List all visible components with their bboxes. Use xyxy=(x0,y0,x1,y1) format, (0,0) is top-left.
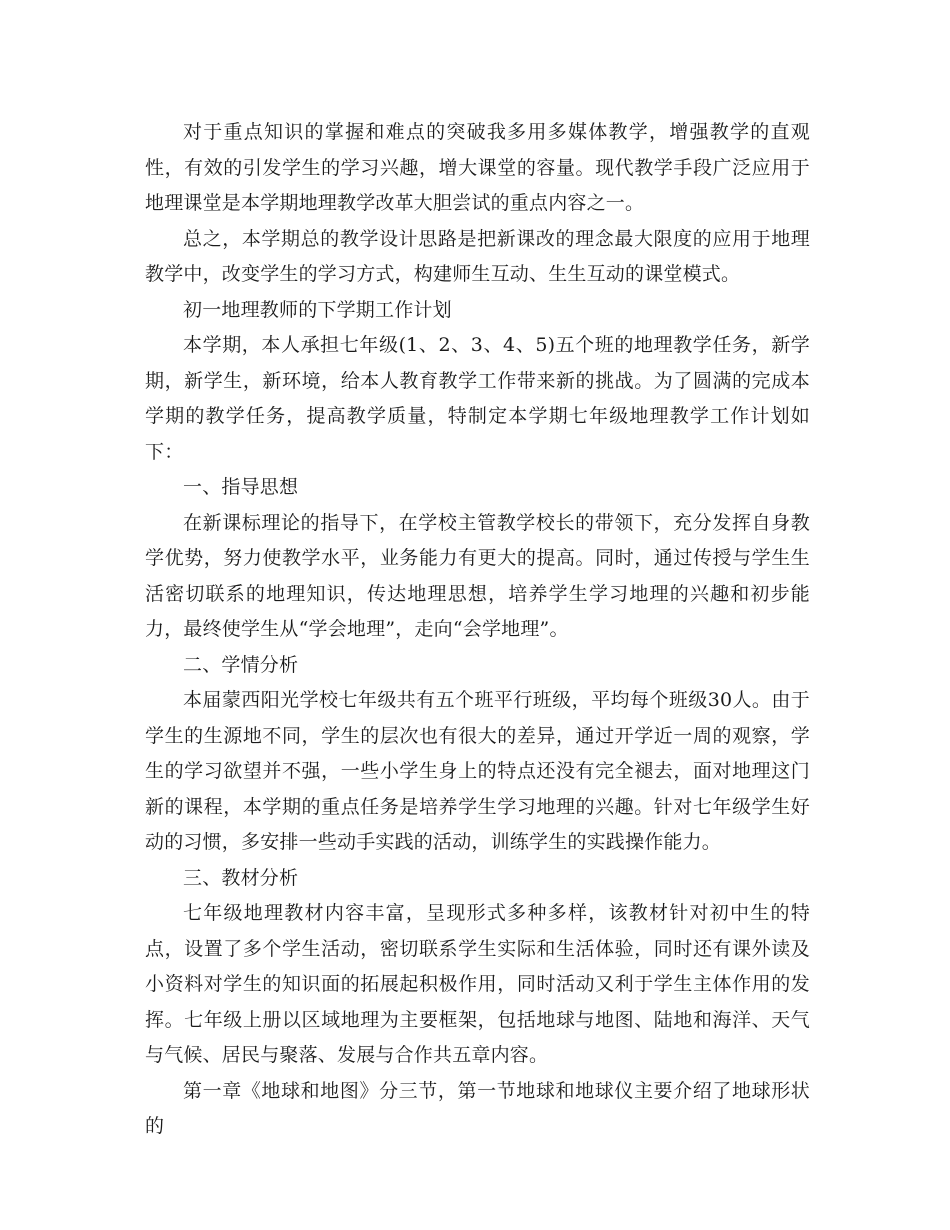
paragraph-multimedia-teaching: 对于重点知识的掌握和难点的突破我多用多媒体教学，增强教学的直观性，有效的引发学生的学习兴趣，增大课堂的容量。现代教学手段广泛应用于地理课堂是本学期地理教学改革大胆尝试的重点内容之一。 xyxy=(145,121,810,214)
paragraph-textbook-analysis: 七年级地理教材内容丰富，呈现形式多种多样，该教材针对初中生的特点，设置了多个学生活动，密切联系学生实际和生活体验，同时还有课外读及小资料对学生的知识面的拓展起积极作用，同时活动又利于学生主体作用的发挥。七年级上册以区域地理为主要框架，包括地球与地图、陆地和海洋、天气与气候、居民与聚落、发展与合作共五章内容。 xyxy=(145,902,810,1066)
paragraph-chapter-one: 第一章《地球和地图》分三节，第一节地球和地球仪主要介绍了地球形状的 xyxy=(145,1079,810,1137)
paragraph-summary: 总之，本学期总的教学设计思路是把新课改的理念最大限度的应用于地理教学中，改变学生的学习方式，构建师生互动、生生互动的课堂模式。 xyxy=(145,227,810,285)
document-body xyxy=(145,115,810,1145)
paragraph-guiding-ideology: 在新课标理论的指导下，在学校主管教学校长的带领下，充分发挥自身教学优势，努力使教学水平，业务能力有更大的提高。同时，通过传授与学生生活密切联系的地理知识，传达地理思想，培养学生学习地理的兴趣和初步能力，最终使学生从“学会地理”，走向“会学地理”。 xyxy=(145,511,810,640)
heading-student-analysis: 二、学情分析 xyxy=(183,653,299,676)
heading-guiding-ideology: 一、指导思想 xyxy=(183,476,299,498)
paragraph-student-analysis: 本届蒙西阳光学校七年级共有五个班平行班级，平均每个班级30人。由于学生的生源地不同，学生的层次也有很大的差异，通过开学近一周的观察，学生的学习欲望并不强，一些小学生身上的特点还没有完全褪去，面对地理这门新的课程，本学期的重点任务是培养学生学习地理的兴趣。针对七年级学生好动的习惯，多安排一些动手实践的活动，训练学生的实践操作能力。 xyxy=(145,689,810,853)
section-title-work-plan: 初一地理教师的下学期工作计划 xyxy=(183,298,452,321)
heading-textbook-analysis: 三、教材分析 xyxy=(183,866,299,889)
paragraph-intro: 本学期，本人承担七年级(1、2、3、4、5)五个班的地理教学任务，新学期，新学生，新环境，给本人教育教学工作带来新的挑战。为了圆满的完成本学期的教学任务，提高教学质量，特制定本学期七年级地理教学工作计划如下： xyxy=(145,334,810,463)
